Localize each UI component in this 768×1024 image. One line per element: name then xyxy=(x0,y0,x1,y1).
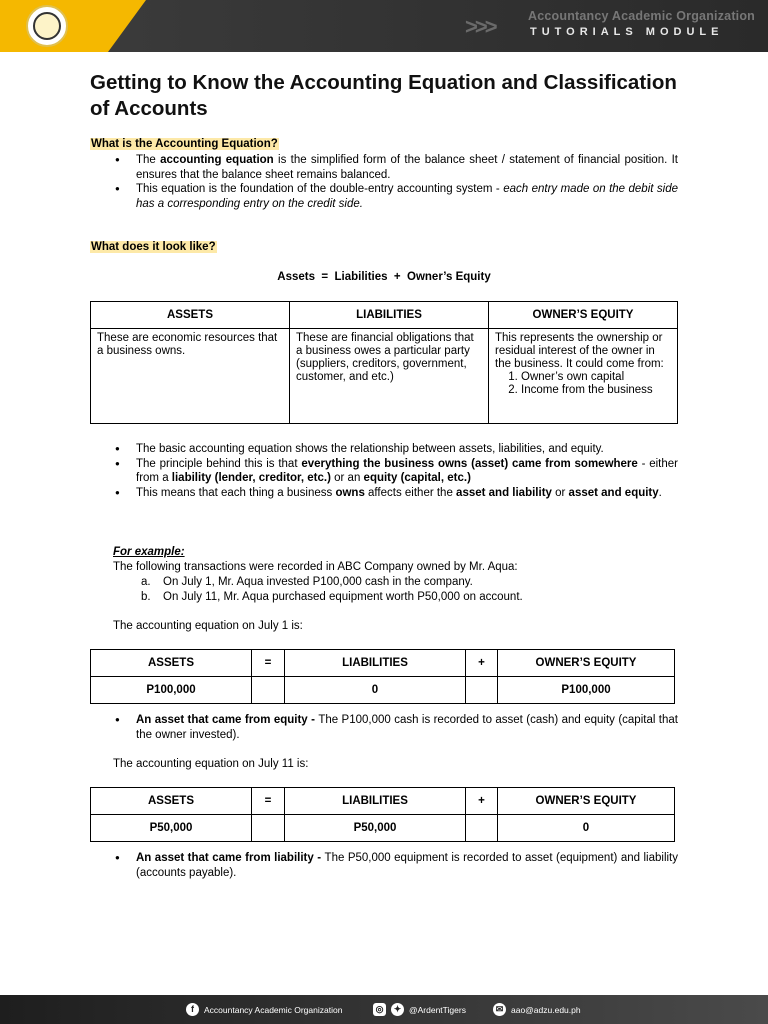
table-cell: P100,000 xyxy=(91,677,252,704)
table-header: OWNER’S EQUITY xyxy=(489,302,678,329)
table-header: ASSETS xyxy=(91,302,290,329)
table-cell xyxy=(466,677,498,704)
list-item: a. On July 1, Mr. Aqua invested P100,000 cash in the company. xyxy=(141,576,473,588)
note-july1 xyxy=(90,713,678,742)
july1-label: The accounting equation on July 1 is: xyxy=(113,620,303,632)
section-heading-look-like: What does it look like? xyxy=(91,241,216,253)
list-item: ● An asset that came from liability - The P50,000 equipment is recorded to asset (equipment) and liability (accounts payable). xyxy=(90,851,678,880)
list-item: ● An asset that came from equity - The P100,000 cash is recorded to asset (cash) and equity (capital that the owner invested). xyxy=(90,713,678,742)
table-cell xyxy=(466,815,498,842)
table-header: = xyxy=(252,650,285,677)
table-cell: 0 xyxy=(285,677,466,704)
table-cell xyxy=(252,815,285,842)
list-item: 2. Income from the business xyxy=(521,384,671,397)
page-title: Getting to Know the Accounting Equation and Classification of Accounts xyxy=(90,71,677,120)
chevrons-icon: >>> xyxy=(465,14,495,39)
document-body xyxy=(90,70,678,122)
table-cell: P50,000 xyxy=(91,815,252,842)
relationship-bullets xyxy=(90,442,678,500)
header-bar xyxy=(0,0,768,52)
list-item: ● The accounting equation is the simplified form of the balance sheet / statement of financial position. It ensures that the balance sheet remains balanced. xyxy=(90,153,678,182)
list-item: ● This equation is the foundation of the double-entry accounting system - each entry made on the debit side has a corresponding entry on the credit side. xyxy=(90,182,678,211)
school-seal-logo xyxy=(26,5,68,47)
table-header: ASSETS xyxy=(91,650,252,677)
equation-table-july11 xyxy=(90,787,675,842)
table-header: LIABILITIES xyxy=(290,302,489,329)
table-header: ASSETS xyxy=(91,788,252,815)
equation-table-july1 xyxy=(90,649,675,704)
header-accent-slant xyxy=(108,0,146,52)
example-intro: The following transactions were recorded in ABC Company owned by Mr. Aqua: xyxy=(113,561,518,573)
section-heading-what-is: What is the Accounting Equation? xyxy=(91,138,278,150)
list-item: ● The principle behind this is that everything the business owns (asset) came from somewhere - either from a liability (lender, creditor, etc.) or an equity (capital, etc.) xyxy=(90,457,678,486)
instagram-icon: ◎ xyxy=(373,1003,386,1016)
header-org-name: Accountancy Academic Organization xyxy=(528,9,756,23)
example-label: For example: xyxy=(113,546,185,558)
table-cell: P50,000 xyxy=(285,815,466,842)
footer-social[interactable]: ◎ ✦ @ArdentTigers xyxy=(373,1003,466,1016)
table-header: LIABILITIES xyxy=(285,650,466,677)
classification-table xyxy=(90,301,678,424)
table-header: + xyxy=(466,650,498,677)
twitter-icon: ✦ xyxy=(391,1003,404,1016)
table-cell-assets: These are economic resources that a business owns. xyxy=(91,329,290,424)
table-cell-liabilities: These are financial obligations that a business owes a particular party (suppliers, creditors, government, customer, and etc.) xyxy=(290,329,489,424)
facebook-icon: f xyxy=(186,1003,199,1016)
table-cell xyxy=(252,677,285,704)
header-module-label: TUTORIALS MODULE xyxy=(530,26,724,38)
section1-bullets xyxy=(90,153,678,211)
table-header: + xyxy=(466,788,498,815)
footer-bar xyxy=(0,995,768,1024)
table-cell-equity: This represents the ownership or residual interest of the owner in the business. It could come from: 1. Owner’s own capital 2. Income from the business xyxy=(489,329,678,424)
list-item: ● The basic accounting equation shows the relationship between assets, liabilities, and equity. xyxy=(90,442,678,457)
table-header: = xyxy=(252,788,285,815)
mail-icon: ✉ xyxy=(493,1003,506,1016)
footer-email[interactable]: ✉ aao@adzu.edu.ph xyxy=(493,1003,581,1016)
table-cell: P100,000 xyxy=(498,677,675,704)
list-item: 1. Owner’s own capital xyxy=(521,371,671,384)
table-header: LIABILITIES xyxy=(285,788,466,815)
table-cell: 0 xyxy=(498,815,675,842)
note-july11 xyxy=(90,851,678,880)
list-item: b. On July 11, Mr. Aqua purchased equipment worth P50,000 on account. xyxy=(141,591,523,603)
list-item: ● This means that each thing a business owns affects either the asset and liability or asset and equity. xyxy=(90,486,678,501)
table-header: OWNER’S EQUITY xyxy=(498,650,675,677)
table-header: OWNER’S EQUITY xyxy=(498,788,675,815)
july11-label: The accounting equation on July 11 is: xyxy=(113,758,309,770)
accounting-equation: Assets = Liabilities + Owner’s Equity xyxy=(277,271,491,283)
footer-facebook[interactable]: f Accountancy Academic Organization xyxy=(186,1003,342,1016)
